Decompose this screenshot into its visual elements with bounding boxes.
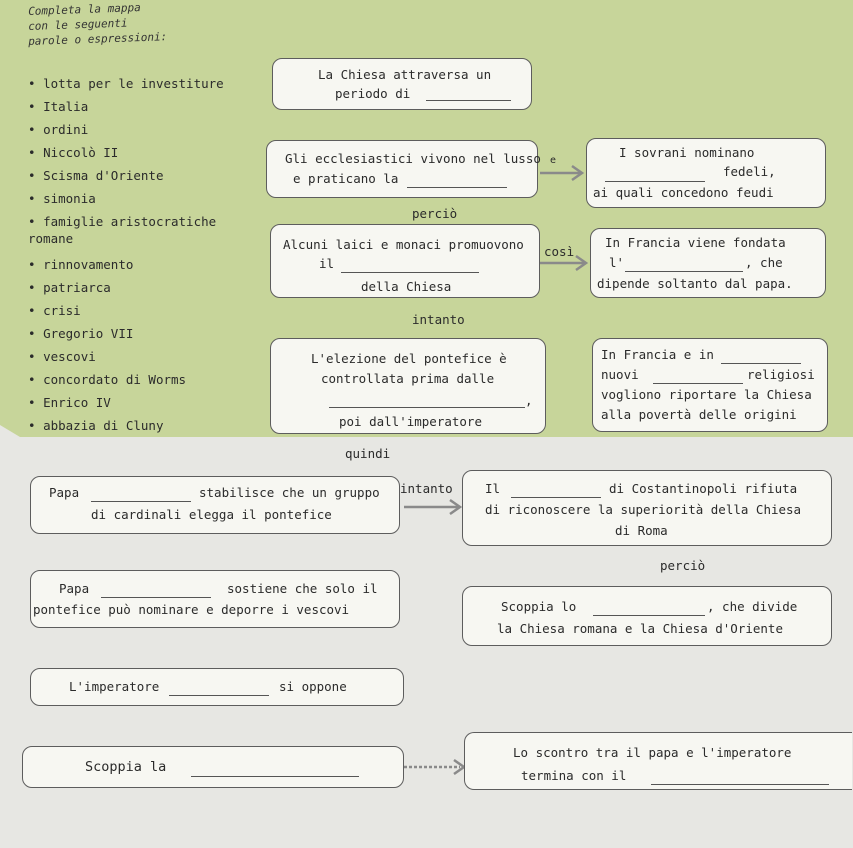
connector-thus: quindi <box>345 446 391 461</box>
box-schism <box>462 586 832 646</box>
answer-blank[interactable] <box>593 603 705 616</box>
box-text: il <box>319 256 335 271</box>
answer-blank[interactable] <box>511 485 601 498</box>
box-text: Alcuni laici e monaci promuovono <box>283 237 524 252</box>
word-bank-list <box>28 72 238 437</box>
box-text: la Chiesa romana e la Chiesa d'Oriente <box>497 621 783 636</box>
word-bank-title-line-2: con le seguenti <box>27 16 128 33</box>
answer-blank[interactable] <box>426 88 511 101</box>
answer-blank[interactable] <box>329 395 525 408</box>
box-text: , <box>525 393 533 408</box>
box-text: Lo scontro tra il papa e l'imperatore <box>513 745 792 760</box>
box-conflict-ends <box>464 732 852 790</box>
answer-blank[interactable] <box>91 489 191 502</box>
word-bank-item: • abbazia di Cluny <box>28 414 238 437</box>
box-text: fedeli, <box>723 164 776 179</box>
box-pope-election <box>270 338 546 434</box>
box-clergy-luxury <box>266 140 541 198</box>
answer-blank[interactable] <box>625 259 743 272</box>
answer-blank[interactable] <box>407 175 507 188</box>
arrow-right-icon <box>540 254 590 272</box>
box-text: termina con il <box>521 768 627 783</box>
word-bank-item: • Scisma d'Oriente <box>28 164 238 187</box>
word-bank-item: • rinnovamento <box>28 253 238 276</box>
box-france-foundation <box>590 228 826 298</box>
connector-therefore-2: perciò <box>660 558 706 573</box>
connector-meanwhile: intanto <box>412 312 465 327</box>
word-bank-item: • crisi <box>28 299 238 322</box>
word-bank-item: • Italia <box>28 95 238 118</box>
word-bank-item: • simonia <box>28 187 238 210</box>
box-text: I sovrani nominano <box>619 145 755 160</box>
box-text: , che <box>745 255 783 270</box>
connector-meanwhile-2: intanto <box>400 481 453 496</box>
box-text: stabilisce che un gruppo <box>199 485 380 500</box>
box-text: della Chiesa <box>361 279 452 294</box>
box-text: di Costantinopoli rifiuta <box>609 481 798 496</box>
box-text: In Francia e in <box>601 347 714 362</box>
box-pope-appoints-bishops <box>30 570 400 628</box>
box-text: sostiene che solo il <box>227 581 378 596</box>
box-laity-renewal <box>270 224 540 298</box>
answer-blank[interactable] <box>653 371 743 384</box>
box-text: religiosi <box>747 367 815 382</box>
answer-blank[interactable] <box>169 683 269 696</box>
word-bank-item: • Enrico IV <box>28 391 238 414</box>
box-text: L'elezione del pontefice è <box>311 351 507 366</box>
answer-blank[interactable] <box>191 764 359 777</box>
box-text: La Chiesa attraversa un <box>318 67 492 82</box>
box-text: Gli ecclesiastici vivono nel lusso <box>285 151 541 166</box>
box-new-religious-orders <box>592 338 828 432</box>
box-text: di cardinali elegga il pontefice <box>91 507 332 522</box>
box-text: si oppone <box>279 679 347 694</box>
box-conflict-breaks-out <box>22 746 404 788</box>
box-text: alla povertà delle origini <box>601 407 797 422</box>
answer-blank[interactable] <box>341 260 479 273</box>
connector-therefore: perciò <box>412 206 458 221</box>
box-text: Scoppia la <box>85 759 167 775</box>
box-text: poi dall'imperatore <box>339 414 482 429</box>
box-text: di Roma <box>615 523 668 538</box>
box-text: periodo di <box>335 86 411 101</box>
box-text: Il <box>485 481 501 496</box>
word-bank-title-line-3: parole o espressioni: <box>27 30 168 48</box>
answer-blank[interactable] <box>605 169 705 182</box>
box-text: Papa <box>59 581 90 596</box>
box-text: dipende soltanto dal papa. <box>597 276 793 291</box>
word-bank-item: • lotta per le investiture <box>28 72 238 95</box>
word-bank-title-line-1: Completa la mappa <box>27 1 141 18</box>
box-text: In Francia viene fondata <box>605 235 786 250</box>
box-text: di riconoscere la superiorità della Chiesa <box>485 502 802 517</box>
box-emperor-opposes <box>30 668 404 706</box>
box-sovereigns-appoint <box>586 138 826 208</box>
word-bank-item: • patriarca <box>28 276 238 299</box>
answer-blank[interactable] <box>651 772 829 785</box>
box-text: controllata prima dalle <box>321 371 495 386</box>
word-bank-item: • vescovi <box>28 345 238 368</box>
box-text: vogliono riportare la Chiesa <box>601 387 812 402</box>
box-church-period <box>272 58 532 110</box>
box-text: L'imperatore <box>69 679 160 694</box>
arrow-right-icon <box>404 498 464 516</box>
answer-blank[interactable] <box>721 351 801 364</box>
box-text: e praticano la <box>293 171 399 186</box>
connector-so: così <box>544 244 575 259</box>
box-text: pontefice può nominare e deporre i vescovi <box>33 602 350 617</box>
connector-and: e <box>550 155 557 166</box>
box-cardinals-elect <box>30 476 400 534</box>
word-bank-item: • ordini <box>28 118 238 141</box>
box-text: ai quali concedono feudi <box>593 185 774 200</box>
box-text: nuovi <box>601 367 639 382</box>
answer-blank[interactable] <box>101 585 211 598</box>
word-bank-item: • Niccolò II <box>28 141 238 164</box>
box-text: , che divide <box>707 599 798 614</box>
word-bank-item: • concordato di Worms <box>28 368 238 391</box>
box-patriarch-refuses <box>462 470 832 546</box>
box-text: Scoppia lo <box>501 599 577 614</box>
word-bank-item: • Gregorio VII <box>28 322 238 345</box>
arrow-right-icon <box>404 758 468 776</box>
box-text: Papa <box>49 485 80 500</box>
word-bank <box>27 1 258 433</box>
word-bank-item: • famiglie aristocratiche romane <box>28 210 238 253</box>
arrow-right-icon <box>540 164 586 182</box>
box-text: l' <box>609 255 625 270</box>
